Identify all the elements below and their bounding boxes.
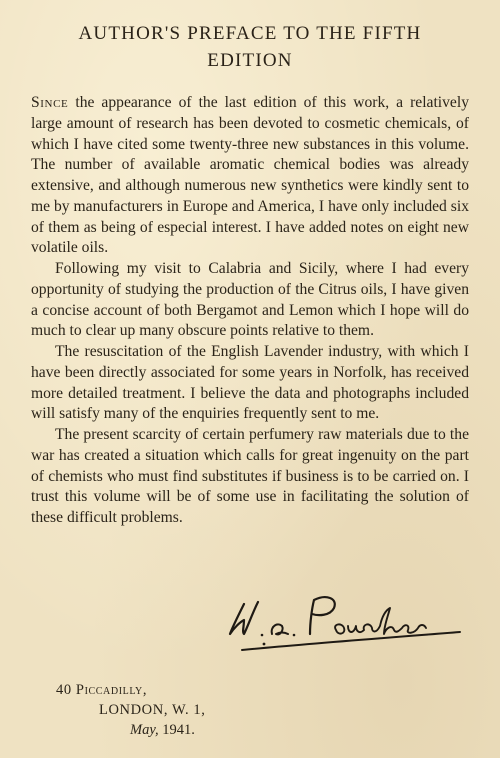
preface-title-line-1: AUTHOR'S PREFACE TO THE FIFTH [78, 23, 422, 44]
paragraph-1-lead-word: Since [31, 94, 69, 111]
paragraph-1-text: the appearance of the last edition of this work, a relatively large amount of research has been devoted to cosmetic chemicals, of which I have cited some twenty-three new substances in this volume. The number of available aromatic chemical bodies was already extensive, and although numerous new synthetics were kindly sent to me by manufacturers in Europe and America, I have only included six of them as being of especial interest. I have added notes on eight new volatile oils. [31, 94, 469, 257]
paragraph-1 [31, 93, 469, 259]
preface-body [31, 93, 469, 529]
address-year: 1941. [158, 722, 195, 738]
address-month: May, [130, 722, 159, 738]
paragraph-4: The present scarcity of certain perfumery raw materials due to the war has created a situation which calls for great ingenuity on the part of chemists who must find substitutes if business is to be carried on. I trust this volume will be of some use in facilitating the solution of these difficult problems. [31, 426, 469, 526]
address-street: 40 Piccadilly, [56, 682, 148, 698]
address-date [130, 720, 195, 740]
paragraph-2: Following my visit to Calabria and Sicily, where I had every opportunity of studying the production of the Citrus oils, I have given a concise account of both Bergamot and Lemon which I hope will do much to clear up many obscure points relative to them. [31, 260, 469, 340]
paragraph-3: The resuscitation of the English Lavender industry, with which I have been directly associated for some years in Norfolk, has received more detailed treatment. I believe the data and photographs included will satisfy many of the enquiries frequently sent to me. [31, 343, 469, 423]
address-city: LONDON, W. 1, [99, 702, 206, 718]
author-signature [214, 586, 476, 676]
preface-title-line-2: EDITION [207, 50, 293, 71]
